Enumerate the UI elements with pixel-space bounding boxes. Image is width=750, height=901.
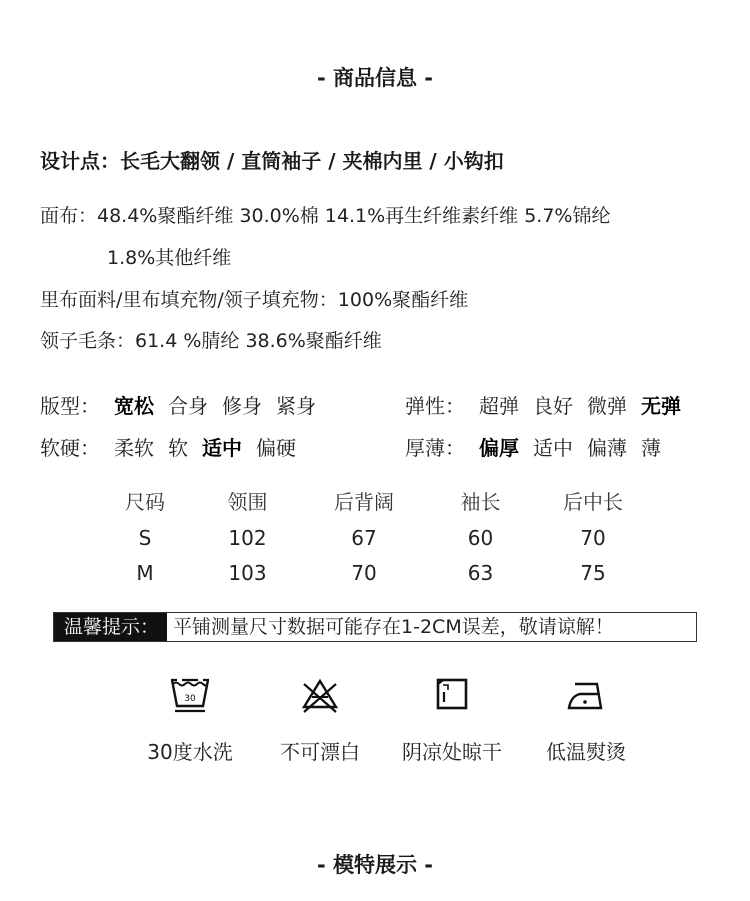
attr-elasticity <box>405 390 681 419</box>
size-table <box>95 480 653 590</box>
attr-option: 合身 <box>168 394 208 418</box>
table-cell: M <box>136 560 154 585</box>
tip-box <box>53 612 697 642</box>
table-cell: S <box>138 525 152 550</box>
table-cell: 75 <box>580 560 606 585</box>
attr-option: 修身 <box>222 394 262 418</box>
composition-lining: 里布面料/里布填充物/领子填充物：100%聚酯纤维 <box>40 289 469 311</box>
header-collar: 领围 <box>227 489 268 514</box>
table-row <box>95 555 653 590</box>
attr-option: 紧身 <box>276 394 316 418</box>
attr-option: 适中 <box>533 436 573 460</box>
shade-dry-icon <box>431 676 473 714</box>
attr-option-selected: 宽松 <box>114 394 154 418</box>
attr-fit <box>40 390 316 419</box>
table-row <box>95 520 653 555</box>
table-cell: 70 <box>351 560 377 585</box>
table-cell: 63 <box>467 560 494 585</box>
composition-collar: 领子毛条：61.4 %腈纶 38.6%聚酯纤维 <box>40 330 382 352</box>
attr-option-selected: 偏厚 <box>479 436 519 460</box>
attr-label: 软硬： <box>40 436 100 460</box>
wash-temp: 30 <box>184 694 196 704</box>
tip-label: 温馨提示： <box>54 613 167 641</box>
table-cell: 67 <box>351 525 377 550</box>
section-title-model: - 模特展示 - <box>316 853 434 877</box>
attr-option: 偏硬 <box>256 436 296 460</box>
composition-shell-cont: 1.8%其他纤维 <box>107 247 232 269</box>
care-label-bleach: 不可漂白 <box>280 740 360 764</box>
attr-option: 偏薄 <box>587 436 627 460</box>
table-cell: 103 <box>228 560 267 585</box>
care-label-wash: 30度水洗 <box>147 740 233 764</box>
no-bleach-icon <box>299 676 341 714</box>
attr-option-selected: 适中 <box>202 436 242 460</box>
care-label-dry: 阴凉处晾干 <box>402 740 502 764</box>
attr-label: 厚薄： <box>405 436 465 460</box>
attr-option: 超弹 <box>479 394 519 418</box>
header-size: 尺码 <box>125 489 165 514</box>
table-cell: 70 <box>580 525 606 550</box>
attr-option: 软 <box>168 436 188 460</box>
section-title-product-info: - 商品信息 - <box>316 66 434 90</box>
attr-option: 微弹 <box>587 394 627 418</box>
care-wash <box>115 676 265 765</box>
attr-option: 柔软 <box>114 436 154 460</box>
header-length: 后中长 <box>563 489 623 514</box>
attr-option: 良好 <box>533 394 573 418</box>
care-label-iron: 低温熨烫 <box>546 740 626 764</box>
table-cell: 102 <box>228 525 267 550</box>
attr-label: 弹性： <box>405 394 465 418</box>
composition-shell: 面布：48.4%聚酯纤维 30.0%棉 14.1%再生纤维素纤维 5.7%锦纶 <box>40 205 611 227</box>
attr-option: 薄 <box>641 436 661 460</box>
table-cell: 60 <box>467 525 494 550</box>
care-iron <box>511 676 661 765</box>
care-bleach <box>245 676 395 765</box>
tip-text: 平铺测量尺寸数据可能存在1-2CM误差，敬请谅解！ <box>173 616 614 638</box>
header-back-width: 后背阔 <box>334 489 394 514</box>
attr-softness <box>40 432 296 461</box>
low-iron-icon <box>565 676 607 714</box>
wash-30-icon <box>169 676 211 714</box>
design-points: 设计点：长毛大翻领 / 直筒袖子 / 夹棉内里 / 小钩扣 <box>40 149 504 173</box>
care-dry <box>377 676 527 765</box>
attr-label: 版型： <box>40 394 100 418</box>
header-sleeve: 袖长 <box>460 489 501 514</box>
attr-option-selected: 无弹 <box>641 394 681 418</box>
attr-thickness <box>405 432 661 461</box>
size-table-header <box>95 480 653 520</box>
